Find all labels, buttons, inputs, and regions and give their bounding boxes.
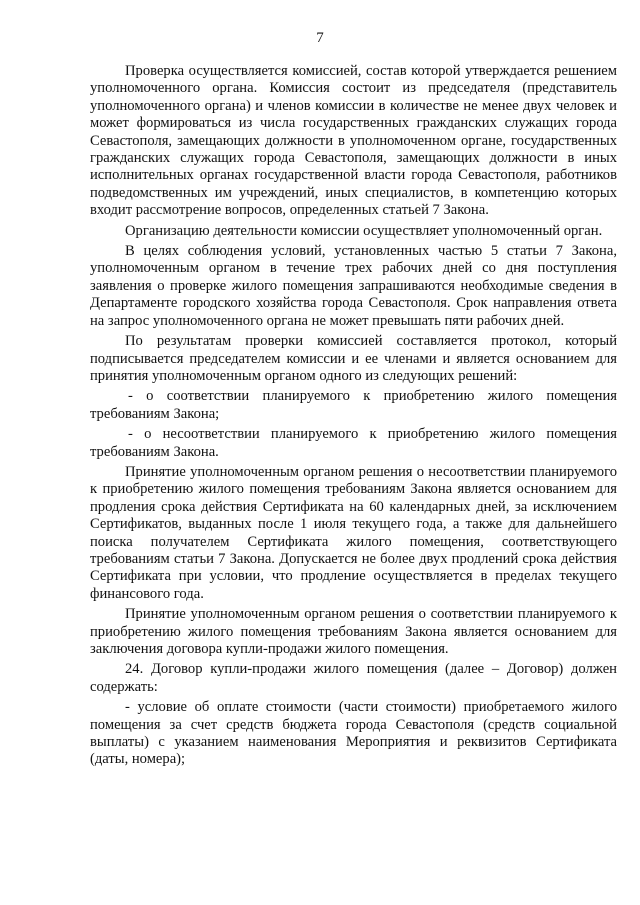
list-item-payment-condition: - условие об оплате стоимости (части стоимости) приобретаемого жилого помещения за счет средств бюджета города Севастополя (средств социальной выплаты) с указанием наименования Мероприятия и реквизитов Сертификата (даты, номера);: [90, 699, 617, 768]
paragraph-noncompliance-decision: Принятие уполномоченным органом решения о несоответствии планируемого к приобретению жилого помещения требованиям Закона является основанием для продления срока действия Сертификата на 60 календарных дней, за исключением Сертификатов, выданных после 1 июля текущего года, а также для дальнейшего поиска получателем Сертификата жилого помещения, соответствующего требованиям статьи 7 Закона. Допускается не более двух продлений срока действия Сертификата при условии, что продление осуществляется в пределах текущего финансового года.: [90, 463, 617, 602]
list-item-compliance: - о соответствии планируемого к приобретению жилого помещения требованиям Закона;: [90, 388, 617, 422]
body-text: [90, 63, 617, 772]
paragraph-item-24: 24. Договор купли-продажи жилого помещения (далее – Договор) должен содержать:: [90, 661, 617, 695]
paragraph-protocol: По результатам проверки комиссией составляется протокол, который подписывается председателем комиссии и ее членами и является основанием для принятия уполномоченным органом одного из следующих решений:: [90, 333, 617, 384]
page-number: 7: [316, 30, 324, 46]
list-item-noncompliance: - о несоответствии планируемого к приобретению жилого помещения требованиям Закона.: [90, 426, 617, 460]
paragraph-commission: Проверка осуществляется комиссией, состав которой утверждается решением уполномоченного органа. Комиссия состоит из председателя (представитель уполномоченного органа) и членов комиссии в количестве не менее двух человек и может формироваться из числа государственных гражданских служащих города Севастополя, замещающих должности в уполномоченном органе, государственных гражданских служащих города Севастополя, замещающих должности в иных исполнительных органах государственной власти города Севастополя, работников подведомственных им учреждений, иных специалистов, в компетенцию которых входит рассмотрение вопросов, определенных статьей 7 Закона.: [90, 63, 617, 219]
paragraph-organization: Организацию деятельности комиссии осуществляет уполномоченный орган.: [125, 222, 603, 239]
paragraph-requests: В целях соблюдения условий, установленных частью 5 статьи 7 Закона, уполномоченным органом в течение трех рабочих дней со дня поступления заявления о проверке жилого помещения запрашиваются необходимые сведения в Департаменте городского хозяйства города Севастополя. Срок направления ответа на запрос уполномоченного органа не может превышать пяти рабочих дней.: [90, 243, 617, 329]
paragraph-compliance-decision: Принятие уполномоченным органом решения о соответствии планируемого к приобретению жилого помещения требованиям Закона является основанием для заключения договора купли-продажи жилого помещения.: [90, 606, 617, 657]
